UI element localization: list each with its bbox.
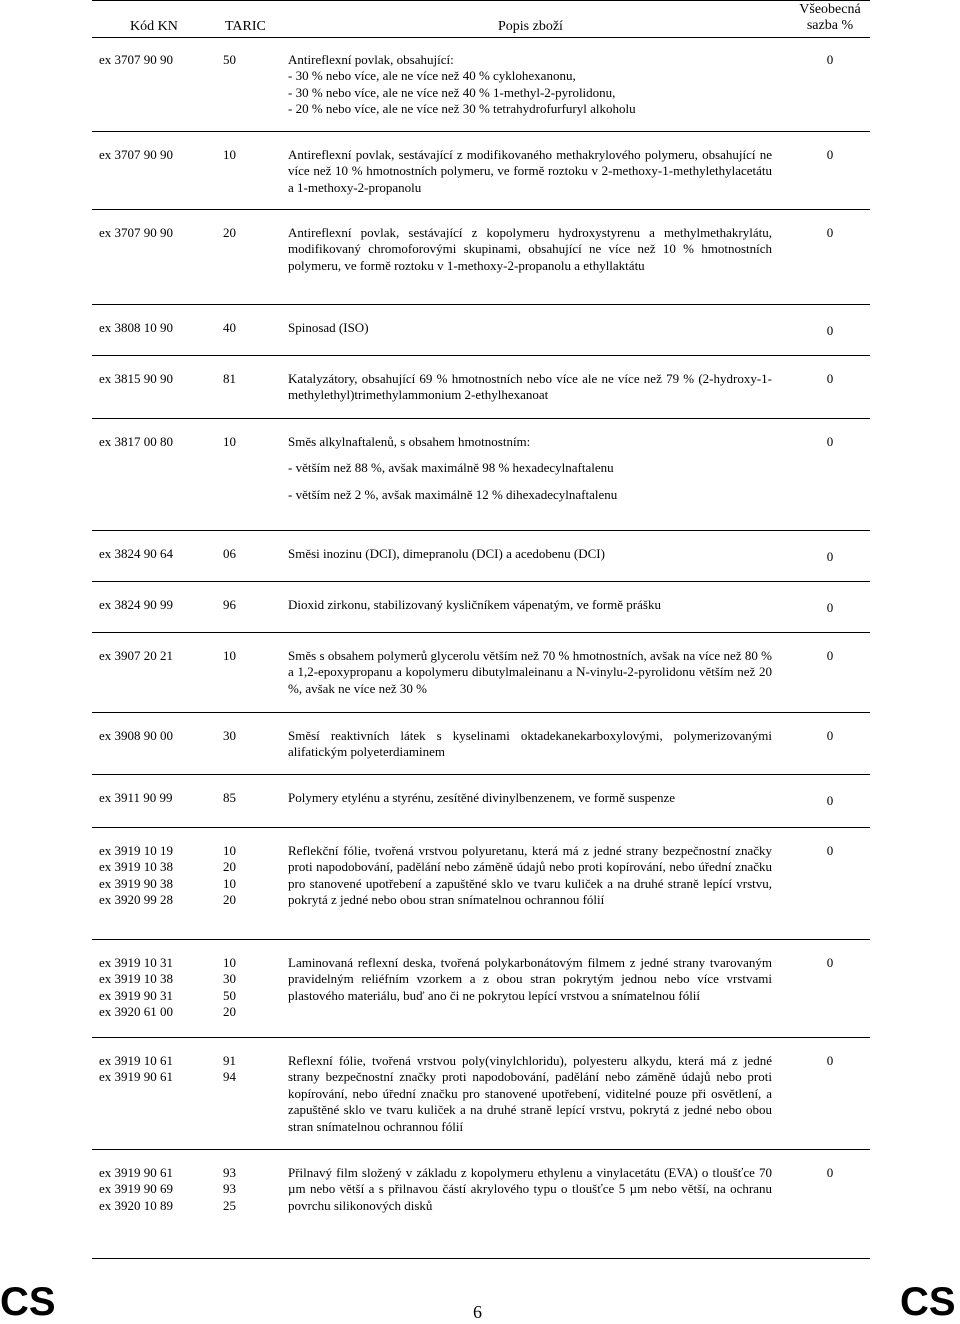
description-text: Antireflexní povlak, sestávající z kopolymeru hydroxystyrenu a methylmethakrylátu, modifikovaný chromoforovými skupinami, obsahující ne více než 10 % hmotnostních polymeru, ve formě roztoku v 1-methoxy-2-propanolu a ethyllaktátu bbox=[288, 225, 772, 273]
description-text: Směsi inozinu (DCI), dimepranolu (DCI) a acedobenu (DCI) bbox=[288, 546, 605, 561]
description-text: Směs alkylnaftalenů, s obsahem hmotnostním: bbox=[288, 434, 531, 449]
kn-code: ex 3919 10 61 bbox=[99, 1053, 174, 1068]
header-rate-line2: sazba % bbox=[806, 18, 854, 33]
rate-cell: 0 bbox=[826, 147, 834, 162]
description-cell bbox=[288, 546, 772, 562]
kn-code-cell bbox=[99, 147, 219, 163]
table-row bbox=[92, 790, 870, 828]
description-text: - větším než 2 %, avšak maximálně 12 % dihexadecylnaftalenu bbox=[288, 486, 618, 502]
kn-code: ex 3907 20 21 bbox=[99, 648, 174, 663]
description-cell bbox=[288, 1165, 772, 1214]
taric-code: 20 bbox=[223, 892, 236, 908]
description-text: - 30 % nebo více, ale ne více než 40 % 1-methyl-2-pyrolidonu, bbox=[288, 84, 616, 100]
line-gap bbox=[288, 477, 772, 487]
taric-code: 10 bbox=[223, 648, 236, 663]
table-row bbox=[92, 147, 870, 210]
page-number: 6 bbox=[473, 1302, 482, 1322]
kn-code: ex 3824 90 99 bbox=[99, 597, 174, 612]
kn-code: ex 3808 10 90 bbox=[99, 320, 174, 335]
taric-cell bbox=[223, 371, 263, 387]
taric-code: 50 bbox=[223, 52, 236, 67]
kn-code-cell bbox=[99, 320, 219, 336]
rate-cell: 0 bbox=[826, 323, 834, 338]
taric-code: 50 bbox=[223, 987, 236, 1003]
kn-code: ex 3919 90 38 bbox=[99, 875, 174, 891]
taric-cell bbox=[223, 597, 263, 613]
kn-code: ex 3919 90 61 bbox=[99, 1069, 174, 1085]
taric-code: 10 bbox=[223, 875, 236, 891]
table-row bbox=[92, 1053, 870, 1150]
taric-code: 20 bbox=[223, 225, 236, 240]
table-row bbox=[92, 1165, 870, 1259]
description-text: Reflekční fólie, tvořená vrstvou polyuretanu, která má z jedné strany bezpečnostní značky proti napodobování, padělání nebo záměně údajů nebo proti kopírování, nebo úřední značku pro stanovené upotřebení a zapuštěné sklo ve tvaru kuliček a na druhé straně lepící vrstvu, pokrytá z jedné nebo obou stran snímatelnou ochrannou fólií bbox=[288, 843, 772, 908]
taric-cell bbox=[223, 52, 263, 68]
line-gap bbox=[288, 450, 772, 460]
description-cell bbox=[288, 843, 772, 909]
kn-code-cell bbox=[99, 52, 219, 68]
description-text: Katalyzátory, obsahující 69 % hmotnostních nebo více ale ne více než 79 % (2-hydroxy-1-methylethyl)trimethylammonium 2-ethylhexanoat bbox=[288, 371, 772, 403]
taric-code: 25 bbox=[223, 1197, 236, 1213]
kn-code-cell bbox=[99, 1053, 219, 1086]
taric-code: 93 bbox=[223, 1181, 236, 1197]
taric-code: 96 bbox=[223, 597, 236, 612]
table-row bbox=[92, 371, 870, 419]
table-row bbox=[92, 648, 870, 713]
taric-code: 91 bbox=[223, 1053, 236, 1068]
description-cell bbox=[288, 147, 772, 196]
kn-code: ex 3919 10 38 bbox=[99, 859, 174, 875]
taric-cell bbox=[223, 1053, 263, 1086]
description-cell bbox=[288, 955, 772, 1004]
rate-cell: 0 bbox=[826, 1165, 834, 1180]
rate-cell: 0 bbox=[826, 955, 834, 970]
kn-code: ex 3919 90 69 bbox=[99, 1181, 174, 1197]
table-row bbox=[92, 955, 870, 1038]
table-row bbox=[92, 843, 870, 940]
taric-cell bbox=[223, 955, 263, 1021]
kn-code-cell bbox=[99, 225, 219, 241]
taric-code: 10 bbox=[223, 434, 236, 449]
description-cell bbox=[288, 320, 772, 336]
kn-code-cell bbox=[99, 790, 219, 806]
taric-cell bbox=[223, 147, 263, 163]
description-cell bbox=[288, 371, 772, 404]
rate-cell: 0 bbox=[826, 52, 834, 67]
footer-left-mark: CS bbox=[0, 1280, 56, 1324]
kn-code-cell bbox=[99, 648, 219, 664]
header-rate-line1: Všeobecná bbox=[799, 2, 861, 17]
kn-code: ex 3919 10 19 bbox=[99, 843, 174, 858]
table-row bbox=[92, 597, 870, 633]
rate-cell: 0 bbox=[826, 793, 834, 808]
description-cell bbox=[288, 225, 772, 274]
description-cell bbox=[288, 728, 772, 761]
description-text: Laminovaná reflexní deska, tvořená polykarbonátovým filmem z jedné strany tvarovaným pravidelným reliéfním vzorkem a z obou stran pokrytým jednou nebo více vrstvami plastového materiálu, buď ano či ne pokrytou lepící vrstvou a snímatelnou fólií bbox=[288, 955, 772, 1003]
header-description: Popis zboží bbox=[498, 19, 563, 34]
kn-code-cell bbox=[99, 1165, 219, 1214]
kn-code: ex 3707 90 90 bbox=[99, 52, 174, 67]
table-row bbox=[92, 52, 870, 132]
taric-code: 20 bbox=[223, 859, 236, 875]
taric-cell bbox=[223, 648, 263, 664]
kn-code-cell bbox=[99, 597, 219, 613]
taric-code: 30 bbox=[223, 971, 236, 987]
header-rate bbox=[792, 2, 868, 34]
taric-cell bbox=[223, 728, 263, 744]
taric-cell bbox=[223, 434, 263, 450]
description-text: Směs s obsahem polymerů glycerolu větším než 70 % hmotnostních, avšak na více než 80 % a 1,2-epoxypropanu a kopolymeru dibutylmaleinanu a N-vinylu-2-pyrolidonu větším než 20 %, avšak ne více než 30 % bbox=[288, 648, 772, 696]
description-text: Polymery etylénu a styrénu, zesítěné divinylbenzenem, ve formě suspenze bbox=[288, 790, 675, 805]
taric-cell bbox=[223, 790, 263, 806]
header-code: Kód KN bbox=[130, 19, 178, 34]
kn-code: ex 3707 90 90 bbox=[99, 225, 174, 240]
kn-code-cell bbox=[99, 546, 219, 562]
taric-code: 94 bbox=[223, 1069, 236, 1085]
description-text: Dioxid zirkonu, stabilizovaný kysličníkem vápenatým, ve formě prášku bbox=[288, 597, 661, 612]
taric-cell bbox=[223, 225, 263, 241]
description-text: Přilnavý film složený v základu z kopolymeru ethylenu a vinylacetátu (EVA) o tloušťce 70 µm nebo větší a s přilnavou částí akrylového typu o tloušťce 5 µm nebo větší, na ochranu povrchu silikonových disků bbox=[288, 1165, 772, 1213]
taric-code: 06 bbox=[223, 546, 236, 561]
description-cell bbox=[288, 597, 772, 613]
taric-code: 20 bbox=[223, 1004, 236, 1020]
description-text: - 30 % nebo více, ale ne více než 40 % cyklohexanonu, bbox=[288, 68, 576, 84]
taric-code: 10 bbox=[223, 843, 236, 858]
kn-code: ex 3824 90 64 bbox=[99, 546, 174, 561]
kn-code: ex 3815 90 90 bbox=[99, 371, 174, 386]
kn-code: ex 3707 90 90 bbox=[99, 147, 174, 162]
table-row bbox=[92, 546, 870, 582]
rate-cell: 0 bbox=[826, 225, 834, 240]
rate-cell: 0 bbox=[826, 728, 834, 743]
description-text: Reflexní fólie, tvořená vrstvou poly(vinylchloridu), polyesteru alkydu, která má z jedné strany bezpečnostní značky proti napodobování, padělání nebo záměně údajů nebo proti kopírování, nebo úřední značku pro stanovené upotřebení, viditelné pouze při osvětlení, a zapuštěné sklo ve tvaru kuliček a na druhé straně lepící vrstvu, pokrytá z jedné nebo obou stran snímatelnou ochrannou fólií bbox=[288, 1053, 772, 1134]
header-taric: TARIC bbox=[225, 19, 266, 34]
taric-code: 85 bbox=[223, 790, 236, 805]
taric-code: 93 bbox=[223, 1165, 236, 1180]
description-cell bbox=[288, 790, 772, 806]
table-row bbox=[92, 320, 870, 356]
taric-cell bbox=[223, 320, 263, 336]
rate-cell: 0 bbox=[826, 549, 834, 564]
rate-cell: 0 bbox=[826, 648, 834, 663]
description-text: Antireflexní povlak, sestávající z modifikovaného methakrylového polymeru, obsahující ne více než 10 % hmotnostních polymeru, ve formě roztoku v 2-methoxy-1-methylethylacetátu a 1-methoxy-2-propanolu bbox=[288, 147, 772, 195]
taric-code: 10 bbox=[223, 147, 236, 162]
kn-code: ex 3919 10 31 bbox=[99, 955, 174, 970]
table-header bbox=[92, 0, 870, 38]
taric-code: 40 bbox=[223, 320, 236, 335]
description-cell bbox=[288, 1053, 772, 1135]
kn-code: ex 3911 90 99 bbox=[99, 790, 173, 805]
description-cell bbox=[288, 648, 772, 697]
taric-code: 30 bbox=[223, 728, 236, 743]
rate-cell: 0 bbox=[826, 600, 834, 615]
kn-code: ex 3920 10 89 bbox=[99, 1197, 174, 1213]
kn-code: ex 3908 90 00 bbox=[99, 728, 174, 743]
kn-code: ex 3920 99 28 bbox=[99, 892, 174, 908]
kn-code: ex 3920 61 00 bbox=[99, 1004, 174, 1020]
kn-code-cell bbox=[99, 728, 219, 744]
kn-code: ex 3919 90 31 bbox=[99, 987, 174, 1003]
kn-code: ex 3817 00 80 bbox=[99, 434, 174, 449]
kn-code-cell bbox=[99, 371, 219, 387]
rate-cell: 0 bbox=[826, 371, 834, 386]
description-text: Směsí reaktivních látek s kyselinami oktadekanekarboxylovými, polymerizovanými alifatickým polyeterdiaminem bbox=[288, 728, 772, 760]
taric-cell bbox=[223, 843, 263, 909]
taric-code: 10 bbox=[223, 955, 236, 970]
table-row bbox=[92, 225, 870, 305]
description-text: - větším než 88 %, avšak maximálně 98 % hexadecylnaftalenu bbox=[288, 460, 614, 476]
table-row bbox=[92, 728, 870, 775]
kn-code: ex 3919 90 61 bbox=[99, 1165, 174, 1180]
kn-code-cell bbox=[99, 955, 219, 1021]
description-text: Spinosad (ISO) bbox=[288, 320, 369, 335]
description-text: Antireflexní povlak, obsahující: bbox=[288, 52, 454, 67]
taric-code: 81 bbox=[223, 371, 236, 386]
table-row bbox=[92, 434, 870, 531]
description-cell bbox=[288, 434, 772, 503]
rate-cell: 0 bbox=[826, 843, 834, 858]
description-cell bbox=[288, 52, 772, 118]
footer-right-mark: CS bbox=[900, 1280, 956, 1324]
kn-code-cell bbox=[99, 434, 219, 450]
kn-code-cell bbox=[99, 843, 219, 909]
taric-cell bbox=[223, 1165, 263, 1214]
kn-code: ex 3919 10 38 bbox=[99, 971, 174, 987]
rate-cell: 0 bbox=[826, 1053, 834, 1068]
taric-cell bbox=[223, 546, 263, 562]
description-text: - 20 % nebo více, ale ne více než 30 % tetrahydrofurfuryl alkoholu bbox=[288, 101, 636, 117]
rate-cell: 0 bbox=[826, 434, 834, 449]
